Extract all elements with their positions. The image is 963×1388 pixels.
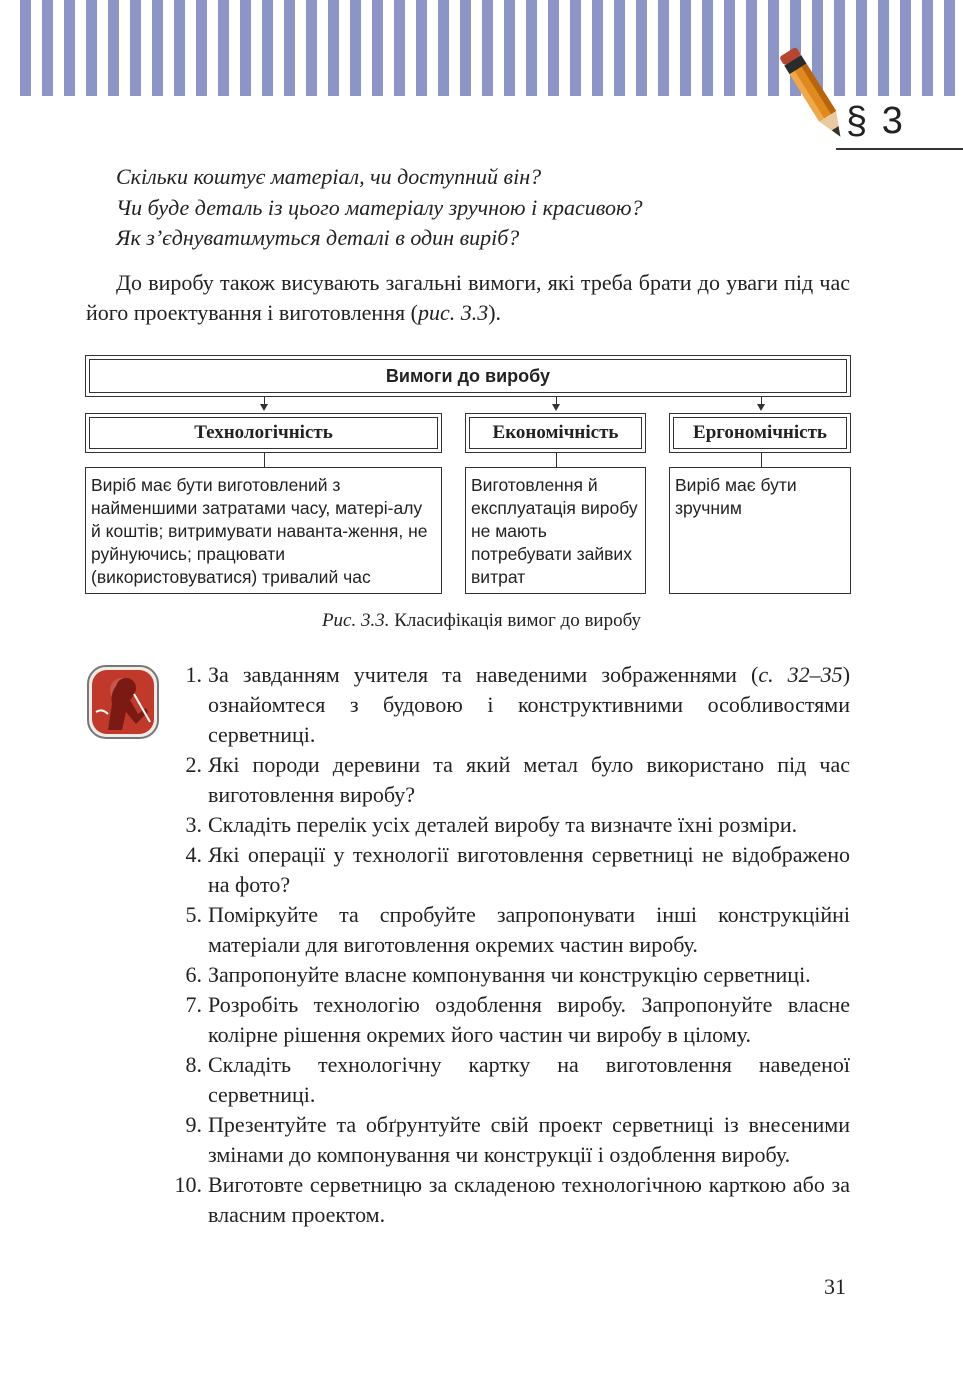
header-stripe	[636, 0, 647, 96]
list-item: 5. Поміркуйте та спробуйте запропонувати інші конструкційні матеріали для виготовлення окремих частин виробу.	[185, 902, 850, 957]
pencil-icon	[775, 40, 855, 152]
figure-caption: Рис. 3.3. Класифікація вимог до виробу	[321, 610, 642, 631]
diagram-root-box: Вимоги до виробу	[89, 359, 847, 393]
header-stripe	[614, 0, 625, 96]
header-stripe	[944, 0, 955, 96]
list-item: 2. Які породи деревини та який метал було використано під час виготовлення виробу?	[185, 752, 850, 807]
header-stripe	[196, 0, 207, 96]
header-stripe	[548, 0, 559, 96]
intro-paragraph: До виробу також висувають загальні вимоги, які треба брати до уваги під час його проектування і виготовлення (рис. 3.3).	[86, 270, 850, 325]
section-number: § 3	[846, 100, 905, 142]
header-stripe	[130, 0, 141, 96]
list-item: 8. Складіть технологічну картку на виготовлення наведеної серветниці.	[185, 1052, 850, 1107]
category-box-economy: Економічність	[469, 417, 642, 449]
header-stripe	[570, 0, 581, 96]
task-figure-icon	[86, 664, 160, 740]
arrow-down-icon	[260, 404, 268, 411]
header-stripe	[394, 0, 405, 96]
header-stripe	[86, 0, 97, 96]
header-stripe	[64, 0, 75, 96]
header-stripe	[372, 0, 383, 96]
category-description: Виготовлення й експлуатація виробу не мають потребувати зайвих витрат	[465, 467, 646, 594]
header-stripe	[328, 0, 339, 96]
question-line: Чи буде деталь із цього матеріалу зручною і красивою?	[116, 195, 643, 220]
header-stripe	[658, 0, 669, 96]
header-stripe	[438, 0, 449, 96]
header-stripe	[482, 0, 493, 96]
list-item: 10. Виготовте серветницю за складеною технологічною карткою або за власним проектом.	[174, 1172, 850, 1227]
header-stripe	[526, 0, 537, 96]
list-item: 7. Розробіть технологію оздоблення виробу. Запропонуйте власне колірне рішення окремих його частин чи виробу в цілому.	[185, 992, 850, 1047]
arrow-down-icon	[552, 404, 560, 411]
category-box-technology: Технологічність	[89, 417, 438, 449]
category-box-ergonomics: Ергономічність	[673, 417, 847, 449]
page-reference: с. 32–35	[758, 662, 843, 687]
section-underline	[836, 148, 963, 150]
task-list	[166, 660, 850, 1230]
list-item: 4. Які операції у технології виготовлення серветниці не відображено на фото?	[185, 842, 850, 897]
header-stripe	[306, 0, 317, 96]
header-stripe	[218, 0, 229, 96]
page-number: 31	[824, 1274, 846, 1299]
header-stripe	[416, 0, 427, 96]
header-stripe	[724, 0, 735, 96]
header-stripe	[504, 0, 515, 96]
header-stripe	[592, 0, 603, 96]
header-stripe	[284, 0, 295, 96]
figure-reference: рис. 3.3	[417, 300, 489, 325]
header-stripe	[174, 0, 185, 96]
header-stripe	[42, 0, 53, 96]
header-stripe	[152, 0, 163, 96]
header-stripe	[20, 0, 31, 96]
category-description: Виріб має бути виготовлений з найменшими затратами часу, матері-алу й коштів; витримувати наванта-ження, не руйнуючись; працювати (використовуватися) тривалий час	[85, 467, 442, 594]
header-stripe	[680, 0, 691, 96]
header-stripe	[922, 0, 933, 96]
header-stripe	[460, 0, 471, 96]
category-description: Виріб має бути зручним	[669, 467, 851, 594]
header-stripe	[746, 0, 757, 96]
list-item: 6. Запропонуйте власне компонування чи конструкцію серветниці.	[185, 962, 811, 987]
arrow-down-icon	[757, 404, 765, 411]
header-stripe	[350, 0, 361, 96]
header-stripe	[240, 0, 251, 96]
list-item: 1. За завданням учителя та наведеними зображеннями (с. 32–35) ознайомтеся з будовою і конструктивними особливостями серветниці.	[185, 662, 851, 747]
question-line: Як з’єднуватимуться деталі в один виріб?	[116, 225, 520, 250]
header-stripe	[856, 0, 867, 96]
list-item: 3. Складіть перелік усіх деталей виробу та визначте їхні розміри.	[185, 812, 798, 837]
header-stripe	[108, 0, 119, 96]
header-stripe	[262, 0, 273, 96]
list-item: 9. Презентуйте та обґрунтуйте свій проект серветниці із внесеними змінами до компонування чи конструкції і оздоблення виробу.	[185, 1112, 850, 1167]
header-stripe	[878, 0, 889, 96]
question-line: Скільки коштує матеріал, чи доступний він?	[116, 164, 542, 189]
header-stripe	[900, 0, 911, 96]
header-stripe	[702, 0, 713, 96]
